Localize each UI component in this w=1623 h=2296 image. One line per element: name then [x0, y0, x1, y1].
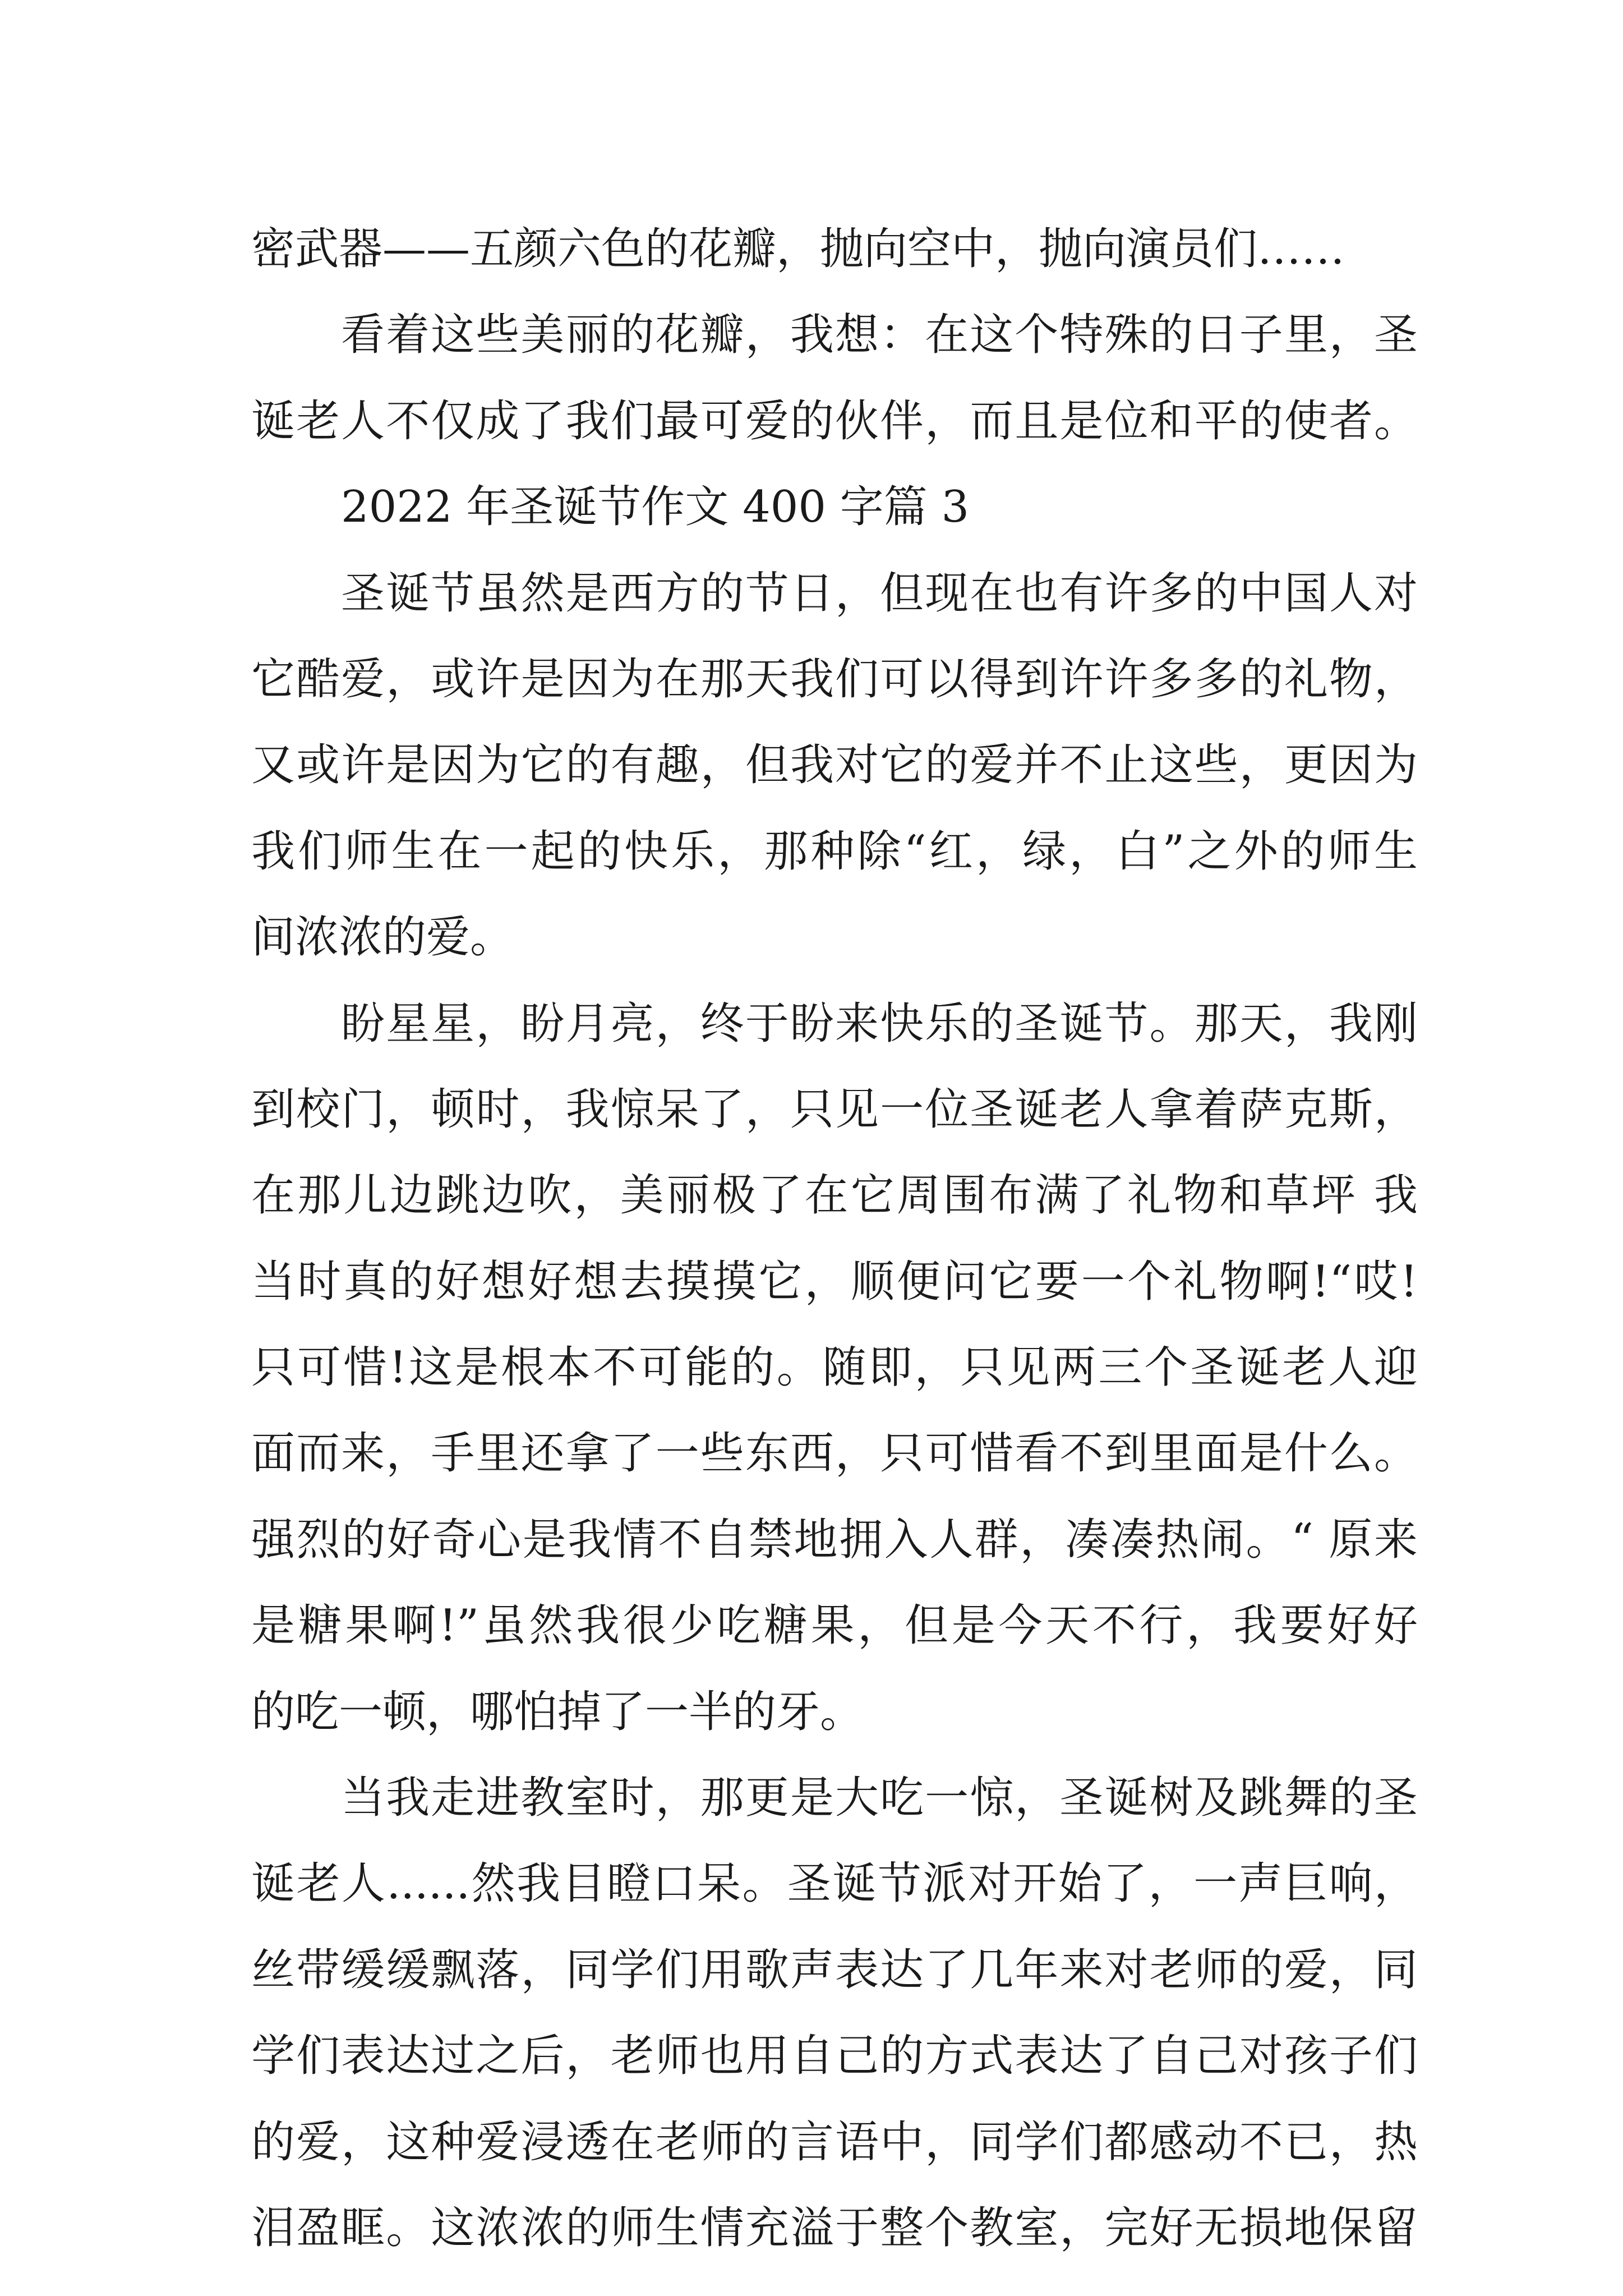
text-line-9: 间浓浓的爱。	[251, 912, 514, 963]
text-line-2: 看着这些美丽的花瓣，我想：在这个特殊的日子里，圣	[341, 310, 1418, 361]
text-line-17: 是糖果啊!”虽然我很少吃糖果，但是今天不行，我要好好	[251, 1600, 1418, 1651]
text-line-10: 盼星星，盼月亮，终于盼来快乐的圣诞节。那天，我刚	[341, 998, 1418, 1049]
text-line-23: 的爱，这种爱浸透在老师的言语中，同学们都感动不已，热	[251, 2116, 1418, 2168]
text-line-12: 在那儿边跳边吹，美丽极了在它周围布满了礼物和草坪 我	[251, 1170, 1418, 1221]
text-line-13: 当时真的好想好想去摸摸它，顺便问它要一个礼物啊!“哎!	[251, 1256, 1418, 1307]
text-line-15: 面而来，手里还拿了一些东西，只可惜看不到里面是什么。	[251, 1428, 1418, 1479]
section-heading: 2022 年圣诞节作文 400 字篇 3	[341, 482, 970, 533]
text-line-8: 我们师生在一起的快乐，那种除“红，绿，白”之外的师生	[251, 826, 1418, 877]
text-line-19: 当我走进教室时，那更是大吃一惊，圣诞树及跳舞的圣	[341, 1773, 1418, 1824]
text-line-20: 诞老人......然我目瞪口呆。圣诞节派对开始了，一声巨响，	[251, 1858, 1418, 1910]
text-line-7: 又或许是因为它的有趣，但我对它的爱并不止这些，更因为	[251, 740, 1418, 791]
text-line-22: 学们表达过之后，老师也用自己的方式表达了自己对孩子们	[251, 2031, 1418, 2082]
text-line-11: 到校门，顿时，我惊呆了，只见一位圣诞老人拿着萨克斯，	[251, 1084, 1418, 1135]
text-line-24: 泪盈眶。这浓浓的师生情充溢于整个教室，完好无损地保留	[251, 2202, 1418, 2253]
text-line-18: 的吃一顿，哪怕掉了一半的牙。	[251, 1686, 864, 1737]
document-body	[251, 206, 1418, 2271]
text-line-21: 丝带缓缓飘落，同学们用歌声表达了几年来对老师的爱，同	[251, 1944, 1418, 1995]
text-line-14: 只可惜!这是根本不可能的。随即，只见两三个圣诞老人迎	[251, 1342, 1418, 1393]
text-line-1: 密武器——五颜六色的花瓣，抛向空中，抛向演员们……	[251, 224, 1345, 274]
text-line-16: 强烈的好奇心是我情不自禁地拥入人群，凑凑热闹。“ 原来	[251, 1514, 1418, 1565]
text-line-3: 诞老人不仅成了我们最可爱的伙伴，而且是位和平的使者。	[251, 395, 1418, 447]
text-line-6: 它酷爱，或许是因为在那天我们可以得到许许多多的礼物，	[251, 654, 1418, 705]
text-line-5: 圣诞节虽然是西方的节日，但现在也有许多的中国人对	[341, 568, 1418, 619]
